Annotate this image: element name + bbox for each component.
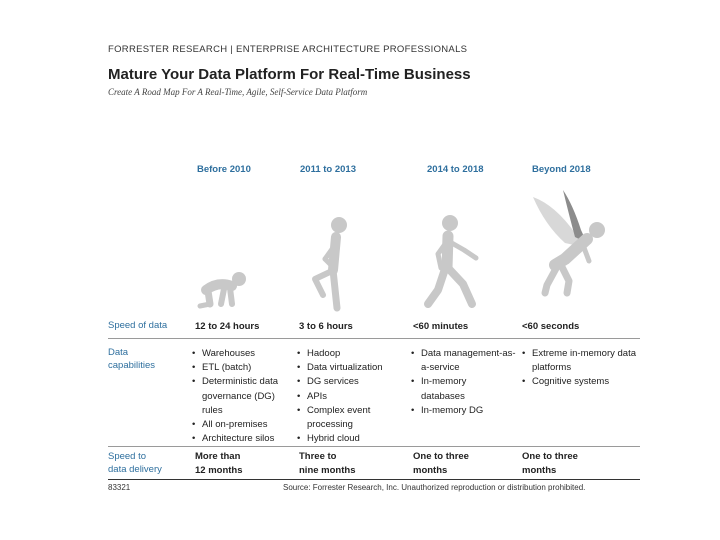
delivery-before-2010 (195, 450, 243, 478)
column-header-2011-2013: 2011 to 2013 (300, 164, 356, 175)
delivery-line: months (413, 465, 448, 476)
list-item: • ETL (batch) (192, 361, 292, 375)
row-divider (108, 446, 640, 447)
delivery-line: One to three (522, 451, 578, 462)
delivery-line: nine months (299, 465, 356, 476)
delivery-line: months (522, 465, 557, 476)
list-item: • APIs (297, 390, 402, 404)
row-label-speed-of-data: Speed of data (108, 320, 168, 331)
report-header: FORRESTER RESEARCH | ENTERPRISE ARCHITECTURE PROFESSIONALS (108, 44, 468, 55)
row-label-line: Data (108, 347, 129, 358)
standing-child-icon (305, 215, 365, 315)
row-divider (108, 338, 640, 339)
row-label-speed-to-data-delivery (108, 450, 162, 476)
delivery-2014-2018 (413, 450, 469, 478)
figure-id: 83321 (108, 483, 131, 492)
column-header-beyond-2018: Beyond 2018 (532, 164, 591, 175)
walking-person-icon (418, 212, 493, 317)
speed-of-data-2011-2013: 3 to 6 hours (299, 321, 353, 332)
list-item: • Complex event processing (297, 404, 387, 432)
list-item: • Cognitive systems (522, 375, 632, 389)
list-item: • Architecture silos (192, 432, 292, 446)
footer-divider (108, 479, 640, 480)
list-item: • Hadoop (297, 347, 402, 361)
delivery-line: 12 months (195, 465, 243, 476)
list-item: • DG services (297, 375, 402, 389)
page-subtitle: Create A Road Map For A Real-Time, Agile, Self-Service Data Platform (108, 87, 368, 97)
list-item: • Data management-as-a-service (411, 347, 521, 375)
row-label-line: data delivery (108, 464, 162, 475)
column-header-before-2010: Before 2010 (197, 164, 251, 175)
speed-of-data-2014-2018: <60 minutes (413, 321, 469, 332)
capabilities-list-2014-2018 (411, 347, 515, 418)
speed-of-data-beyond-2018: <60 seconds (522, 321, 580, 332)
speed-of-data-before-2010: 12 to 24 hours (195, 321, 260, 332)
row-label-line: capabilities (108, 360, 155, 371)
capabilities-list-before-2010 (192, 347, 292, 446)
list-item: • Warehouses (192, 347, 292, 361)
list-item: • Hybrid cloud (297, 432, 402, 446)
list-item: • Extreme in-memory data platforms (522, 347, 636, 375)
list-item: • In-memory databases (411, 375, 487, 403)
list-item: • In-memory DG (411, 404, 515, 418)
row-label-line: Speed to (108, 451, 147, 462)
row-label-data-capabilities (108, 346, 155, 372)
delivery-2011-2013 (299, 450, 355, 478)
list-item: • Data virtualization (297, 361, 402, 375)
capabilities-list-2011-2013 (297, 347, 402, 446)
delivery-beyond-2018 (522, 450, 578, 478)
column-header-2014-2018: 2014 to 2018 (427, 164, 484, 175)
source-note: Source: Forrester Research, Inc. Unauthorized reproduction or distribution prohibited. (283, 483, 586, 492)
crawling-baby-icon (196, 268, 256, 313)
delivery-line: Three to (299, 451, 337, 462)
capabilities-list-beyond-2018 (522, 347, 637, 390)
delivery-line: More than (195, 451, 241, 462)
winged-person-icon (525, 185, 610, 303)
list-item: • Deterministic data governance (DG) rules (192, 375, 287, 418)
list-item: • All on-premises (192, 418, 292, 432)
delivery-line: One to three (413, 451, 469, 462)
page-title: Mature Your Data Platform For Real-Time Business (108, 66, 471, 83)
